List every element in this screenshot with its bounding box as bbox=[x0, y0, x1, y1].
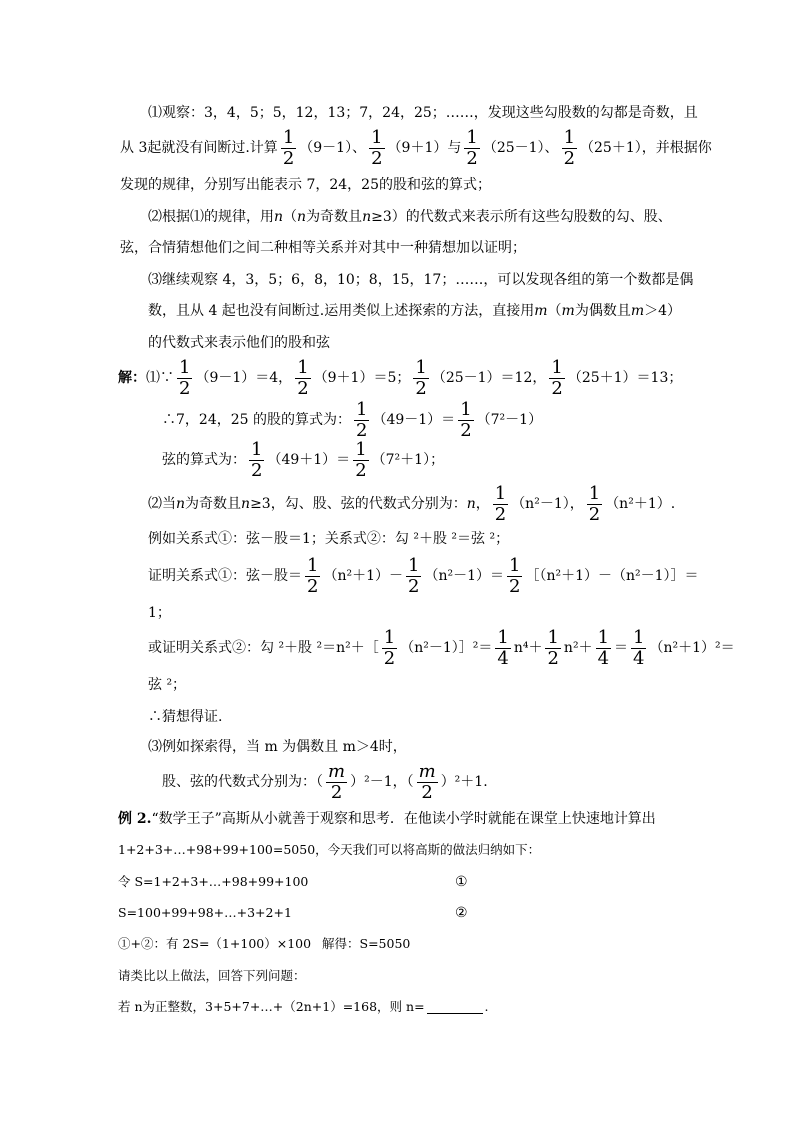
fraction-half: $\frac{1}{2}$ bbox=[251, 438, 263, 481]
ex2-line6: 请类比以上做法，回答下列问题： bbox=[118, 968, 306, 983]
answer-blank[interactable] bbox=[427, 1001, 483, 1014]
ex2-line4: S=100+99+98+…+3+2+1 bbox=[118, 905, 292, 920]
fraction-m-over-2: $\frac{m}{2}$ bbox=[418, 760, 436, 803]
text: （n²＋1）. bbox=[605, 496, 676, 512]
fraction-quarter: $\frac{1}{4}$ bbox=[633, 626, 645, 669]
var-n: n bbox=[176, 496, 186, 512]
text: ＞4） bbox=[644, 303, 682, 319]
sol-line11: ⑶例如探索得，当 m 为偶数且 m＞4时， bbox=[148, 739, 407, 755]
fraction-half: $\frac{1}{2}$ bbox=[356, 398, 368, 441]
text: （49－1）＝ bbox=[372, 412, 456, 428]
ex2-mark1: ① bbox=[455, 874, 468, 890]
sol-line3 bbox=[162, 440, 444, 480]
sol-line1 bbox=[118, 358, 682, 398]
fraction-half: $\frac{1}{2}$ bbox=[371, 126, 383, 169]
text: （ bbox=[283, 209, 298, 225]
q1-line2 bbox=[120, 128, 712, 168]
ex2-line5a: ①+②：有 2S=（1+100）×100 bbox=[118, 936, 312, 951]
text: （9＋1）＝5； bbox=[313, 370, 411, 386]
text: ∴7，24，25 的股的算式为： bbox=[162, 412, 351, 428]
text: （ bbox=[547, 303, 562, 319]
text: （25＋1），并根据你 bbox=[580, 140, 712, 156]
text: （n²＋1）²＝ bbox=[649, 640, 735, 656]
q3-line1: ⑶继续观察 4，3，5；6，8，10；8，15，17；……，可以发现各组的第一个数都是偶 bbox=[148, 272, 694, 288]
fraction-half: $\frac{1}{2}$ bbox=[466, 126, 478, 169]
ex2-line5b: 解得：S=5050 bbox=[322, 936, 411, 951]
fraction-half: $\frac{1}{2}$ bbox=[297, 356, 309, 399]
fraction-m-over-2: $\frac{m}{2}$ bbox=[328, 760, 346, 803]
text: 或证明关系式②：勾 ²＋股 ²＝n²＋［ bbox=[148, 640, 379, 656]
text: 证明关系式①：弦－股＝ bbox=[148, 568, 302, 584]
text: （7²＋1）； bbox=[371, 452, 445, 468]
fraction-half: $\frac{1}{2}$ bbox=[547, 626, 559, 669]
var-n: n bbox=[274, 209, 284, 225]
text: n²＋ bbox=[563, 640, 593, 656]
sol-line9: 弦 ²； bbox=[148, 677, 187, 693]
text: ＝ bbox=[614, 640, 629, 656]
fraction-half: $\frac{1}{2}$ bbox=[179, 356, 191, 399]
text: ， bbox=[475, 496, 490, 512]
fraction-half: $\frac{1}{2}$ bbox=[563, 126, 576, 169]
text: （49＋1）＝ bbox=[267, 452, 351, 468]
sol-line4 bbox=[148, 484, 675, 524]
var-m: m bbox=[534, 303, 548, 319]
var-n: n bbox=[466, 496, 476, 512]
ex2-line1 bbox=[118, 812, 656, 826]
text: 从 3起就没有间断过.计算 bbox=[120, 140, 278, 156]
var-m: m bbox=[561, 303, 575, 319]
text: “数学王子”高斯从小就善于观察和思考．在他读小学时就能在课堂上快速地计算出 bbox=[151, 811, 656, 827]
text: 为奇数且 bbox=[185, 496, 242, 512]
text: （7²－1） bbox=[476, 412, 543, 428]
fraction-half: $\frac{1}{2}$ bbox=[494, 482, 507, 525]
text: （9－1）＝4， bbox=[195, 370, 293, 386]
var-n: n bbox=[241, 496, 251, 512]
fraction-half: $\frac{1}{2}$ bbox=[282, 126, 295, 169]
text: 弦的算式为： bbox=[162, 452, 246, 468]
text: （n²－1）］²＝ bbox=[400, 640, 493, 656]
q1-line3: 发现的规律，分别写出能表示 7，24，25的股和弦的算式； bbox=[120, 177, 491, 193]
sol-line7: 1； bbox=[148, 605, 171, 621]
ex2-line7 bbox=[118, 1001, 489, 1014]
fraction-half: $\frac{1}{2}$ bbox=[307, 554, 319, 597]
text: ⑴∵ bbox=[146, 370, 174, 386]
text: 为偶数且 bbox=[574, 303, 631, 319]
sol-line2 bbox=[162, 400, 542, 440]
fraction-quarter: $\frac{1}{4}$ bbox=[597, 626, 610, 669]
fraction-half: $\frac{1}{2}$ bbox=[588, 482, 601, 525]
sol-line6 bbox=[148, 556, 699, 596]
text: （9－1）、 bbox=[299, 140, 367, 156]
fraction-half: $\frac{1}{2}$ bbox=[460, 398, 472, 441]
text: ≥3，勾、股、弦的代数式分别为： bbox=[250, 496, 467, 512]
text: ）²－1，（ bbox=[350, 774, 414, 790]
text: （25＋1）＝13； bbox=[567, 370, 683, 386]
text: ⑵根据⑴的规律，用 bbox=[148, 209, 274, 225]
example-label: 例 2. bbox=[118, 811, 152, 827]
fraction-half: $\frac{1}{2}$ bbox=[415, 356, 427, 399]
fraction-half: $\frac{1}{2}$ bbox=[355, 438, 367, 481]
ex2-mark2: ② bbox=[455, 905, 468, 921]
fraction-quarter: $\frac{1}{4}$ bbox=[497, 626, 509, 669]
text: 股、弦的代数式分别为：（ bbox=[162, 774, 323, 790]
fraction-half: $\frac{1}{2}$ bbox=[509, 554, 521, 597]
var-m: m bbox=[630, 303, 645, 319]
sol-line10: ∴猜想得证. bbox=[148, 709, 223, 725]
ex2-line3: 令 S=1+2+3+…+98+99+100 bbox=[118, 874, 309, 889]
text: （n²＋1）－ bbox=[323, 568, 403, 584]
text: n⁴＋ bbox=[513, 640, 543, 656]
q1-line1: ⑴观察：3，4，5；5，12，13；7，24，25；……，发现这些勾股数的勾都是奇数，且 bbox=[148, 105, 698, 121]
q3-line3: 的代数式来表示他们的股和弦 bbox=[148, 335, 330, 351]
fraction-half: $\frac{1}{2}$ bbox=[383, 626, 396, 669]
text: （9＋1）与 bbox=[387, 140, 462, 156]
text: ）²＋1. bbox=[440, 774, 488, 790]
sol-line5: 例如关系式①：弦－股＝1；关系式②：勾 ²＋股 ²＝弦 ²； bbox=[148, 531, 510, 547]
text: 数，且从 4 起也没有间断过.运用类似上述探索的方法，直接用 bbox=[148, 303, 535, 319]
q2-line1 bbox=[148, 210, 672, 224]
text: （n²－1）， bbox=[511, 496, 584, 512]
text: ⑵当 bbox=[148, 496, 176, 512]
q3-line2 bbox=[148, 304, 681, 318]
solution-label: 解： bbox=[118, 370, 146, 386]
fraction-half: $\frac{1}{2}$ bbox=[408, 554, 420, 597]
text: （25－1）、 bbox=[482, 140, 559, 156]
text: ≥3）的代数式来表示所有这些勾股数的勾、股、 bbox=[371, 209, 672, 225]
text: 为奇数且 bbox=[306, 209, 363, 225]
sol-line12 bbox=[162, 762, 488, 802]
fraction-half: $\frac{1}{2}$ bbox=[551, 356, 563, 399]
ex2-line2: 1+2+3+…+98+99+100=5050，今天我们可以将高斯的做法归纳如下： bbox=[118, 842, 541, 857]
text: （25－1）＝12， bbox=[431, 370, 547, 386]
var-n: n bbox=[362, 209, 372, 225]
text: ［（n²＋1）－（n²－1）］＝ bbox=[525, 568, 699, 584]
q2-line2: 弦，合情猜想他们之间二种相等关系并对其中一种猜想加以证明； bbox=[120, 240, 526, 256]
text: . bbox=[484, 999, 489, 1015]
text: （n²－1）＝ bbox=[424, 568, 504, 584]
var-n: n bbox=[297, 209, 307, 225]
text: 若 n为正整数，3+5+7+…+（2n+1）=168，则 n= bbox=[118, 999, 425, 1015]
sol-line8 bbox=[148, 628, 735, 668]
